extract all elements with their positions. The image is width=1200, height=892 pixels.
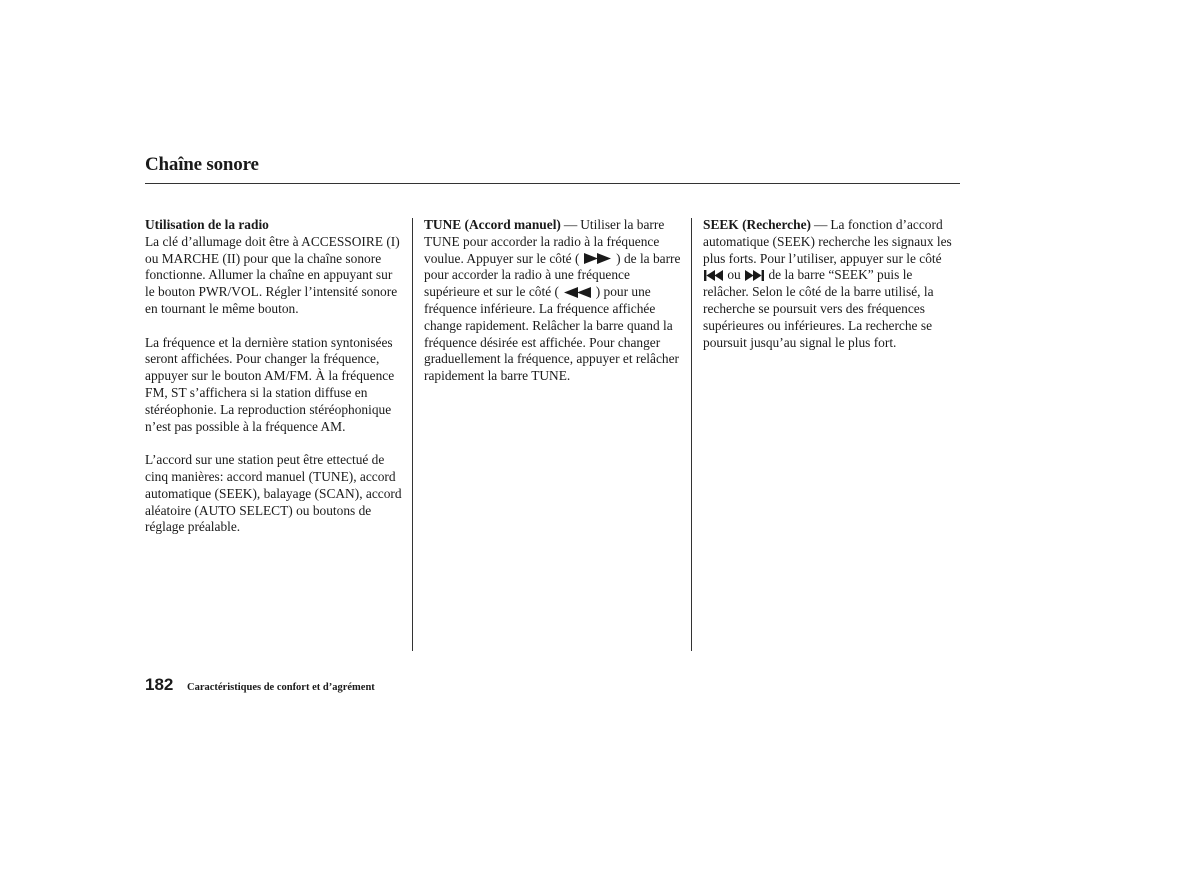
paragraph-frequency: La fréquence et la dernière station syntonisées seront affichées. Pour changer la fréquence, appuyer sur le bouton AM/FM. À la fréquence FM, ST s’affichera si la station diffuse en stéréophonie. La reproduction stéréophonique n’est pas possible à la fréquence AM. bbox=[145, 334, 395, 434]
skip-next-icon bbox=[744, 270, 765, 281]
column-divider-2 bbox=[691, 218, 692, 651]
page-number: 182 bbox=[145, 675, 174, 694]
paragraph-tuning-modes: L’accord sur une station peut être ettectué de cinq manières: accord manuel (TUNE), accord automatique (SEEK), balayage (SCAN), accord aléatoire (AUTO SELECT) ou boutons de réglage préalable. bbox=[145, 452, 402, 535]
dash: — bbox=[813, 217, 828, 232]
dash: — bbox=[563, 217, 578, 232]
chapter-title: Caractéristiques de confort et d’agrément bbox=[187, 682, 375, 693]
column-seek bbox=[703, 217, 960, 351]
rewind-icon bbox=[562, 287, 592, 298]
heading-radio-usage: Utilisation de la radio bbox=[145, 217, 269, 232]
paragraph-ignition: La clé d’allumage doit être à ACCESSOIRE (I) ou MARCHE (II) pour que la chaîne sonore fonctionne. Allumer la chaîne en appuyant sur le bouton PWR/VOL. Régler l’intensité sonore en tournant le même bouton. bbox=[145, 233, 400, 316]
skip-previous-icon bbox=[703, 270, 724, 281]
seek-text-3: de la barre “SEEK” puis le relâcher. Selon le côté de la barre utilisé, la recherche se poursuit vers des fréquences supérieures ou inférieures. La recherche se poursuit jusqu’au signal le plus fort. bbox=[703, 267, 934, 350]
fast-forward-icon bbox=[583, 253, 613, 264]
column-tune bbox=[424, 217, 681, 385]
heading-seek: SEEK (Recherche) bbox=[703, 217, 811, 232]
seek-text-or: ou bbox=[727, 267, 741, 283]
tune-text-1: Utiliser la barre TUNE pour accorder la radio à la fréquence voulue. Appuyer sur le côté ( bbox=[424, 217, 665, 266]
section-title: Chaîne sonore bbox=[145, 154, 259, 175]
column-divider-1 bbox=[412, 218, 413, 651]
title-rule bbox=[145, 183, 960, 184]
seek-text-1: La fonction d’accord automatique (SEEK) recherche les signaux les plus forts. Pour l’utiliser, appuyer sur le côté bbox=[703, 217, 952, 266]
tune-text-2: ) de la barre pour accorder la radio à une fréquence supérieure et sur le côté ( bbox=[424, 250, 681, 300]
tune-text-3: ) pour une fréquence inférieure. La fréquence affichée change rapidement. Relâcher la barre quand la fréquence désirée est affichée. Pour changer graduellement la fréquence, appuyer et relâcher rapidement la barre TUNE. bbox=[424, 284, 680, 384]
heading-tune: TUNE (Accord manuel) bbox=[424, 217, 561, 232]
column-radio-usage bbox=[145, 217, 403, 536]
